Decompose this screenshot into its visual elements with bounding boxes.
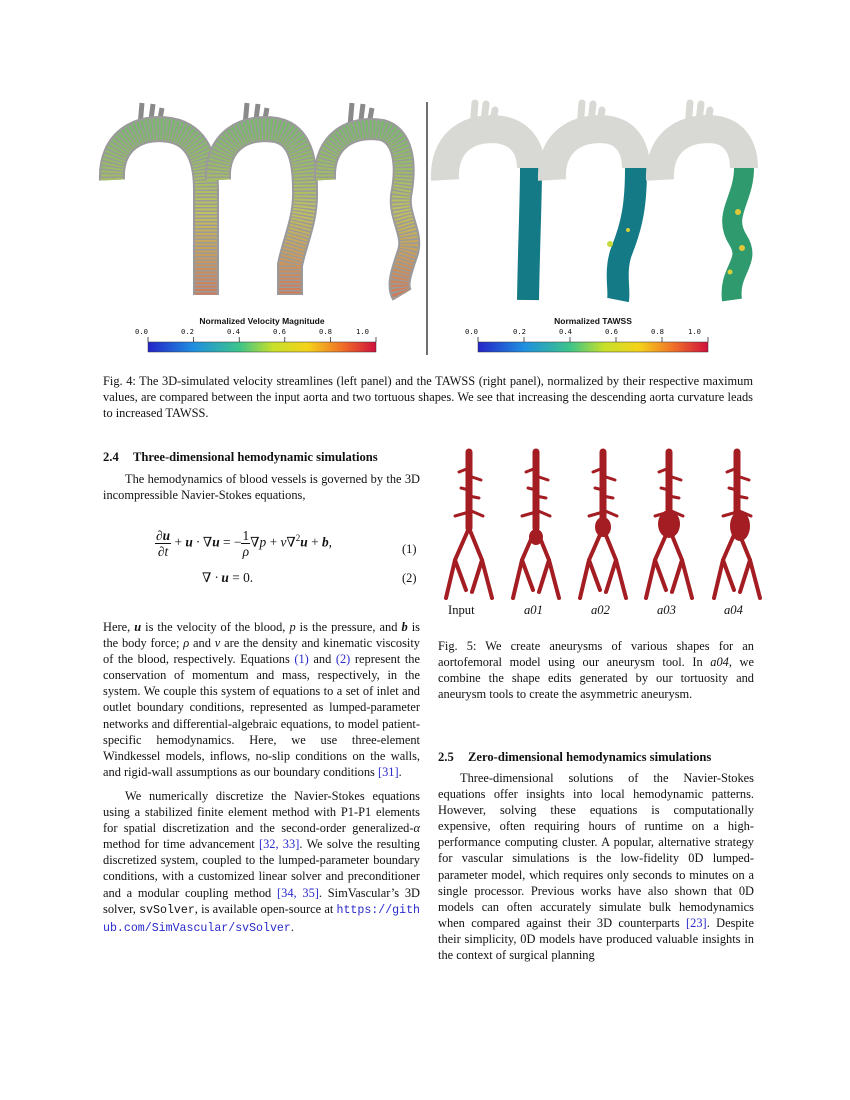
velocity-tick: 0.8: [319, 327, 332, 336]
paragraph: Here, u is the velocity of the blood, p is the pressure, and b is the body force; ρ and ν are the density and kinematic viscosity of the blood, respectively. Equations (1) and (2) represent the conservation of momentum and mass, respectively, in the system. We couple this system of equations to a set of inlet and outlet boundary conditions, represented as lumped-parameter networks and differential-algebraic equations, to model patient-specific hemodynamics. Here, we use three-element Windkessel models, inflows, no-slip conditions on the walls, and rigid-wall assumptions as our boundary conditions [31].: [103, 620, 420, 779]
equation-1: $\frac{\partial u}{\partial t}$ + u · ∇u = − $\frac{1}{\rho}$ ∇p + ν∇$^2$u + b,: [156, 528, 333, 559]
fig5-label-a04: a04: [724, 603, 743, 617]
paragraph: Three-dimensional solutions of the Navier-Stokes equations offer insights into local hemodynamic patterns. However, solving these equations is computationally expensive, often requiring hours of runtime on a high-performance computing cluster. A popular, alternative strategy for vascular simulations is the low-fidelity 0D lumped-parameter model, which requires only seconds to minutes on a single processor. Previous works have also shown that 0D models can often accurately simulate bulk hemodynamics when compared against their 3D counterparts [23]. Despite their simplicity, 0D models have produced valuable insights in the context of surgical planning: [438, 771, 754, 963]
tawss-tick: 0.0: [465, 327, 478, 336]
velocity-tick: 0.4: [227, 327, 240, 336]
velocity-tick: 0.0: [135, 327, 148, 336]
tawss-tick: 0.2: [513, 327, 526, 336]
tawss-aorta-tortuous-1: [552, 103, 636, 300]
section-2-4-intro: The hemodynamics of blood vessels is governed by the 3D incompressible Navier-Stokes equations,: [103, 472, 420, 503]
tawss-tick: 1.0: [688, 327, 701, 336]
fig5-label-a02: a02: [591, 603, 610, 617]
equation-1-link[interactable]: (1): [294, 652, 309, 667]
citation-link[interactable]: [34, 35]: [277, 885, 319, 900]
velocity-aorta-tortuous-1: [218, 103, 305, 295]
tawss-tick: 0.4: [559, 327, 572, 336]
tawss-colorbar: [478, 342, 708, 352]
citation-link[interactable]: [23]: [686, 915, 707, 930]
citation-link[interactable]: [32, 33]: [258, 837, 300, 852]
equation-2-number: (2): [402, 571, 417, 585]
section-2-5-body: [438, 770, 754, 963]
velocity-aorta-input: [112, 103, 206, 295]
velocity-aorta-tortuous-2: [325, 103, 409, 295]
fig5-vessel-input: [446, 452, 492, 598]
tawss-colorbar-title: Normalized TAWSS: [554, 316, 632, 326]
fig5-label-a03: a03: [657, 603, 676, 617]
section-2-4-body: [103, 619, 420, 937]
velocity-colorbar-title: Normalized Velocity Magnitude: [199, 316, 325, 326]
fig5-label-a01: a01: [524, 603, 543, 617]
velocity-tick: 0.2: [181, 327, 194, 336]
equation-1-number: (1): [402, 542, 417, 556]
citation-link[interactable]: [31]: [377, 764, 399, 779]
tawss-aorta-input: [445, 103, 531, 300]
fig5-vessel-a01: [513, 452, 559, 598]
equation-2: ∇ · u = 0.: [202, 570, 254, 585]
velocity-colorbar: [148, 342, 376, 352]
figure-4-caption: Fig. 4: The 3D-simulated velocity streamlines (left panel) and the TAWSS (right panel), normalized by their respective maximum values, are compared between the input aorta and two tortuous shapes. We see that increasing the descending aorta curvature leads to increased TAWSS.: [103, 374, 753, 420]
section-2-4-heading: 2.4 Three-dimensional hemodynamic simulations: [103, 450, 378, 464]
paragraph: We numerically discretize the Navier-Stokes equations using a stabilized finite element method with P1-P1 elements for spatial discretization and the second-order generalized-α method for time advancement [32, 33]. We solve the resulting discretized system, coupled to the lumped-parameter boundary conditions, with a customized linear solver and preconditioner and a modular coupling method [34, 35]. SimVascular’s 3D solver, svSolver, is available open-source at https://github.com/SimVascular/svSolver.: [103, 788, 421, 935]
fig5-label-input: Input: [448, 603, 475, 617]
github-link[interactable]: https://github.com/SimVascular/svSolver: [103, 903, 421, 935]
tawss-tick: 0.8: [651, 327, 664, 336]
velocity-tick: 1.0: [356, 327, 369, 336]
equation-2-link[interactable]: (2): [335, 652, 351, 667]
velocity-tick: 0.6: [273, 327, 286, 336]
fig5-aneurysms: [529, 510, 750, 545]
tawss-aorta-tortuous-2: [660, 103, 745, 300]
section-2-5-heading: 2.5 Zero-dimensional hemodynamics simulations: [438, 750, 712, 764]
figure-5-caption: Fig. 5: We create aneurysms of various shapes for an aortofemoral model using our aneurysm tool. In a04, we combine the shape edits generated by our tortuosity and aneurysm tools to create the asymmetric aneurysm.: [438, 639, 754, 701]
tawss-tick: 0.6: [605, 327, 618, 336]
